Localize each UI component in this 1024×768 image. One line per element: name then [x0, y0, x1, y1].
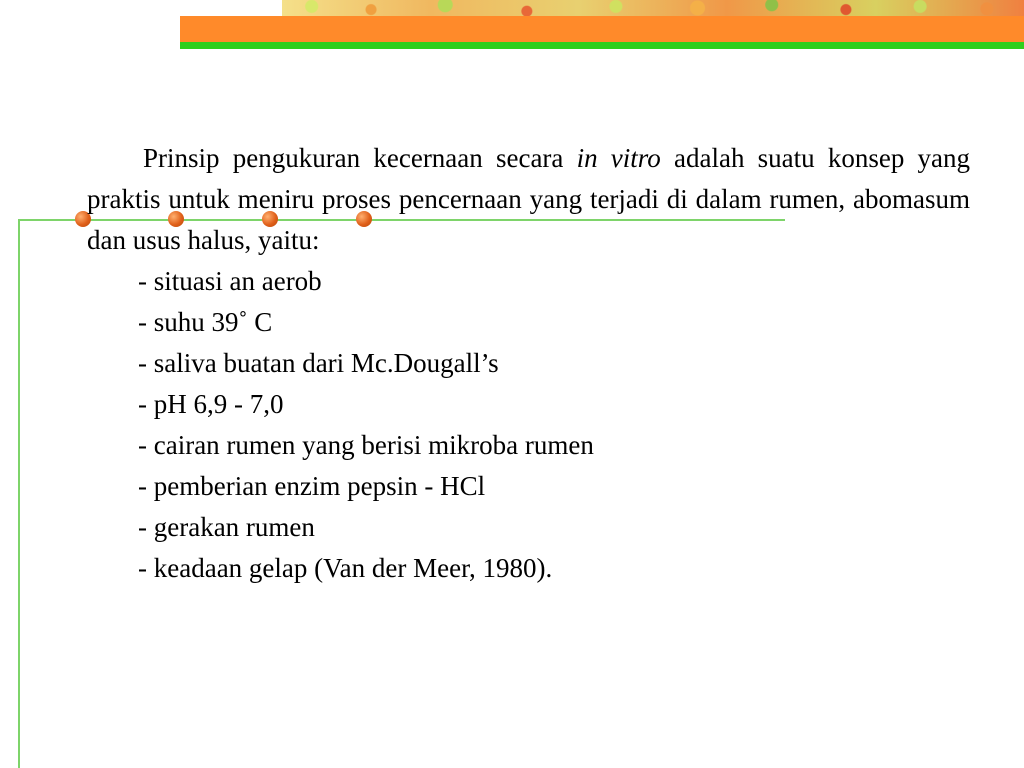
- paragraph-text-end: adalah suatu konsep yang praktis untuk meniru proses pencernaan yang terjadi di dalam rumen, abomasum dan usus halus, yaitu:: [87, 143, 971, 255]
- list-item: - pemberian enzim pepsin - HCl: [138, 471, 486, 501]
- list-item: - keadaan gelap (Van der Meer, 1980).: [138, 553, 553, 583]
- intro-paragraph: [87, 138, 970, 261]
- slide-content: [87, 138, 970, 589]
- list-item: - suhu 39˚ C: [138, 307, 273, 337]
- list-item: - pH 6,9 - 7,0: [138, 389, 284, 419]
- list-item: - gerakan rumen: [138, 512, 315, 542]
- header-decorative-image: [282, 0, 1024, 16]
- header-orange-bar: [180, 16, 1024, 42]
- list-item: - cairan rumen yang berisi mikroba rumen: [138, 430, 594, 460]
- paragraph-italic-term: in vitro: [576, 143, 661, 173]
- paragraph-text-start: Prinsip pengukuran kecernaan secara: [143, 143, 577, 173]
- header-green-bar: [180, 42, 1024, 49]
- list-item: - saliva buatan dari Mc.Dougall’s: [138, 348, 499, 378]
- conditions-list: [87, 261, 970, 589]
- frame-vertical-line: [18, 219, 20, 768]
- list-item: - situasi an aerob: [138, 266, 322, 296]
